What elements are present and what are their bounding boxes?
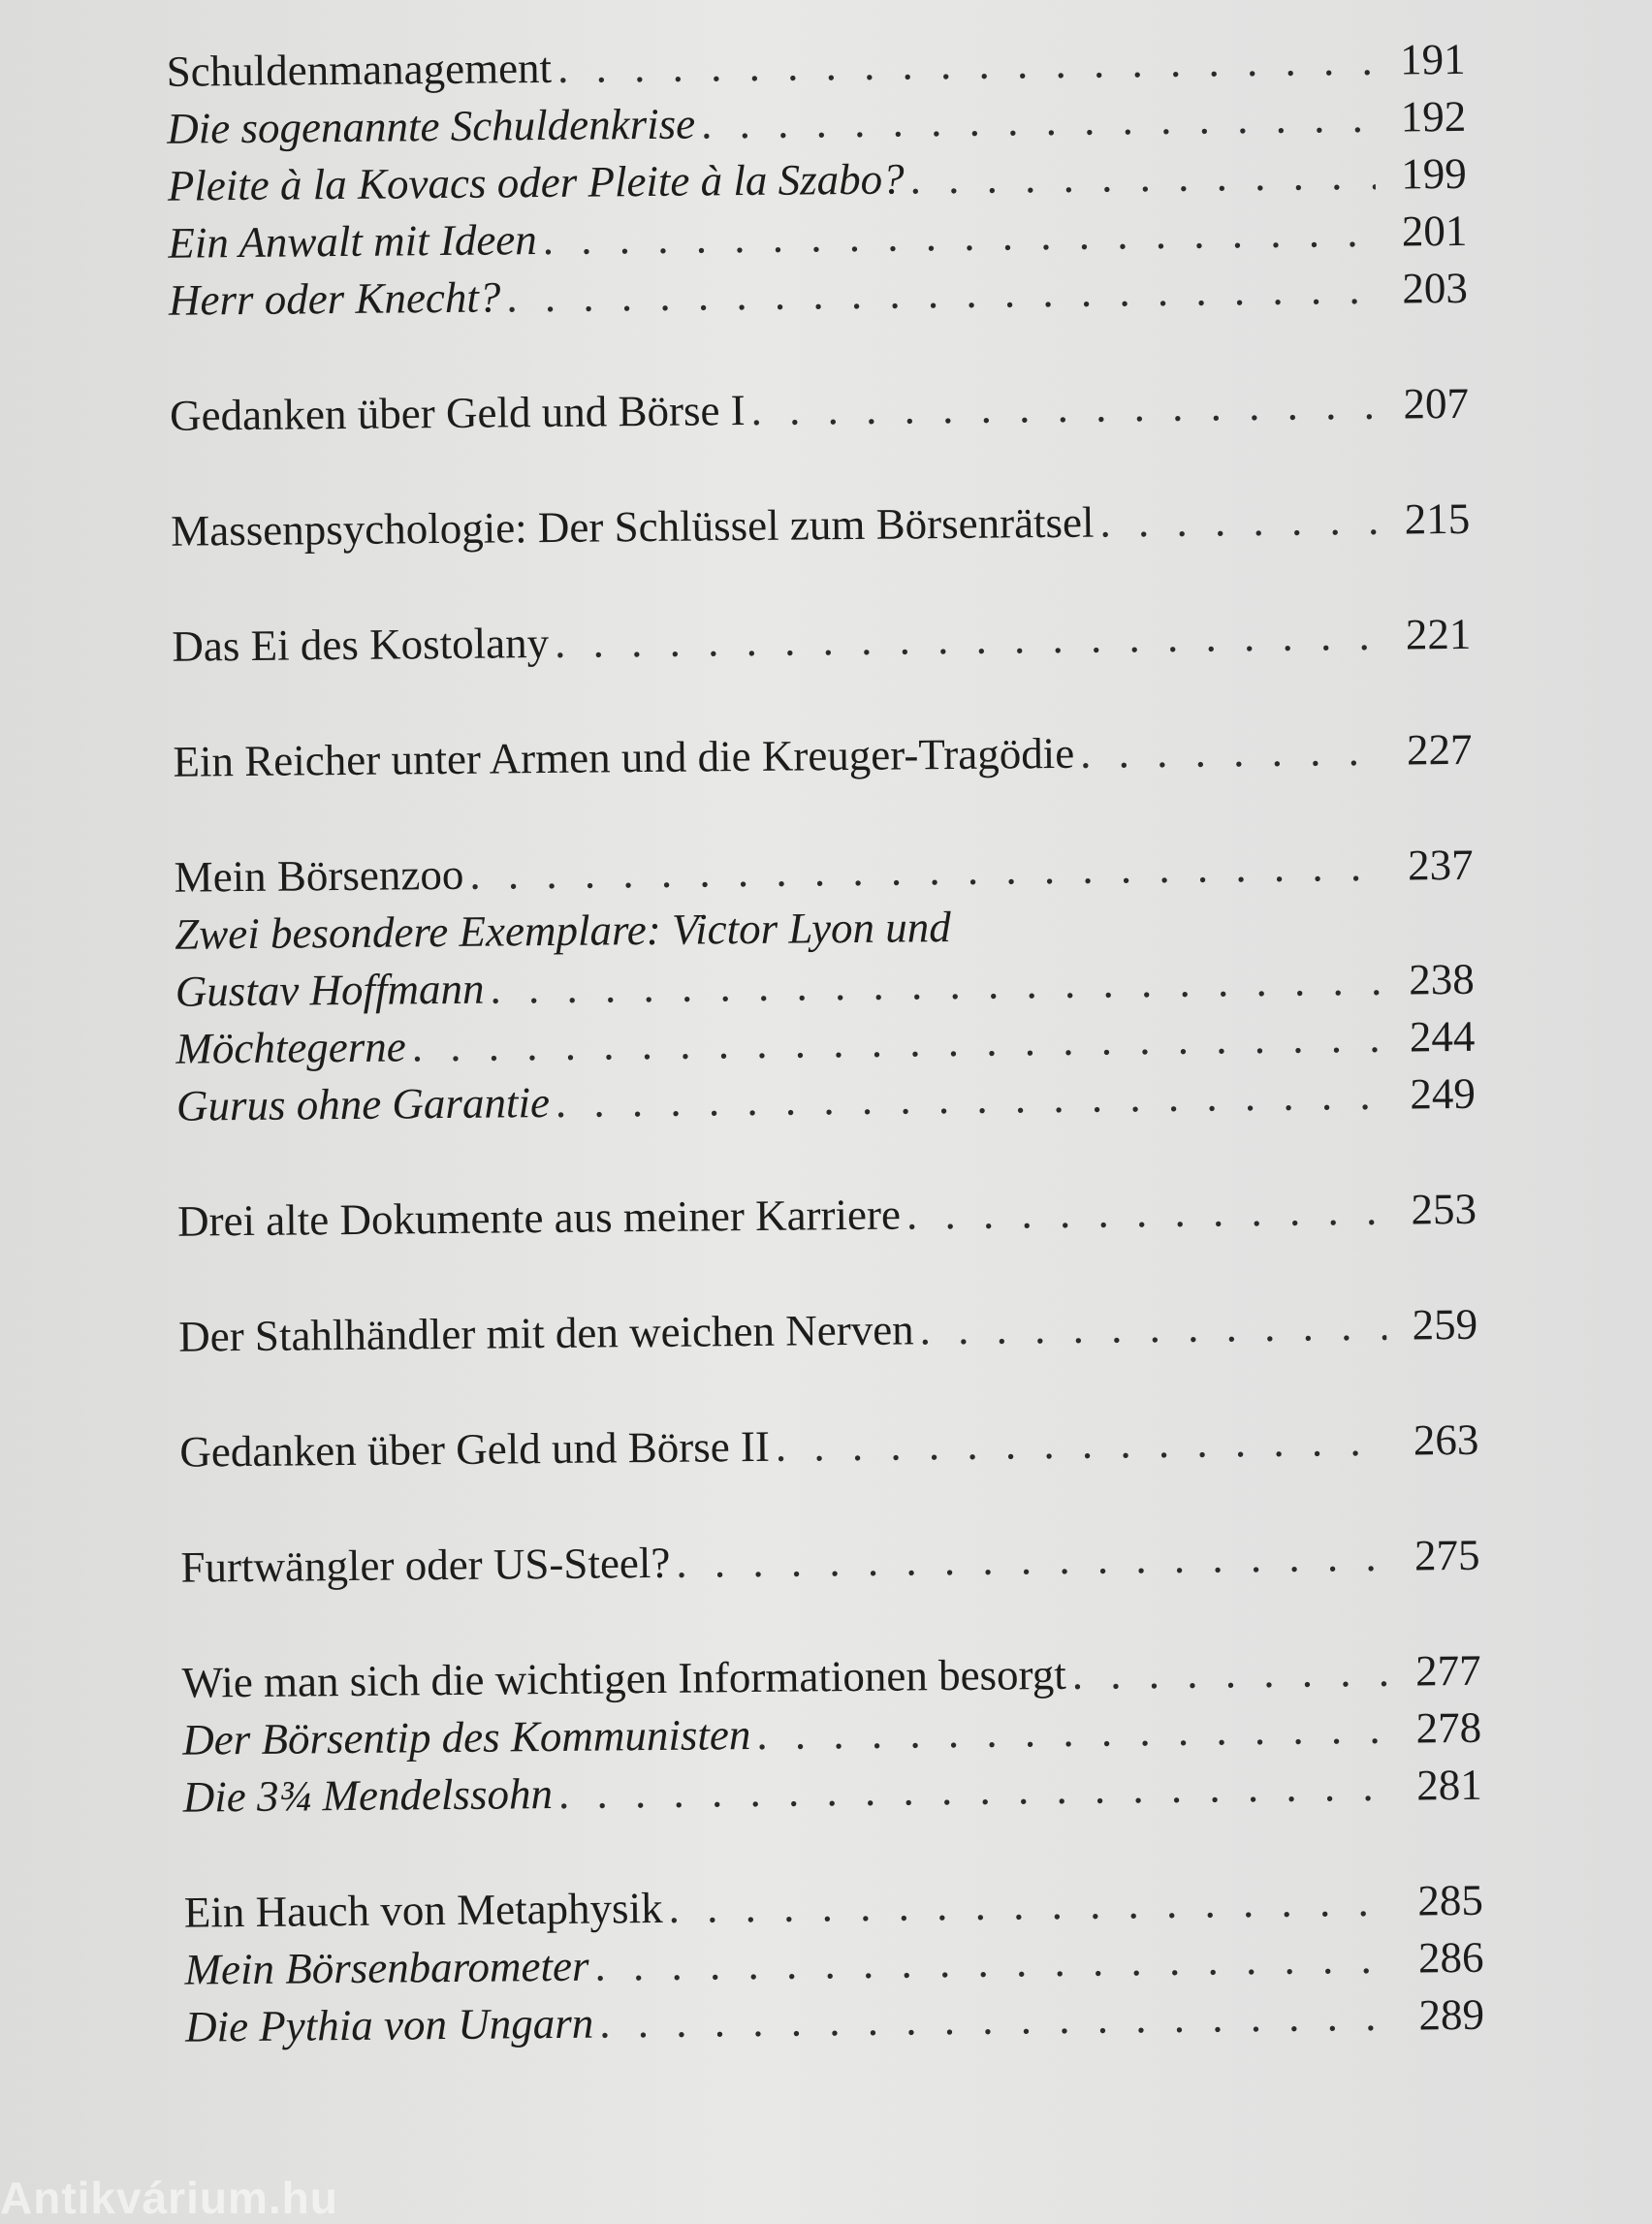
dot-leader [594,1930,1393,1995]
toc-entry-title: Wie man sich die wichtigen Informationen besorgt [181,1649,1066,1707]
dot-leader [701,89,1376,153]
dot-leader [1071,1643,1389,1703]
toc-page-number: 191 [1399,34,1466,84]
toc-entry-title: Schuldenmanagement [166,43,553,96]
toc-entry-title: Ein Hauch von Metaphysik [183,1883,663,1937]
toc-page-number: 244 [1409,1011,1476,1062]
dot-leader [906,1182,1386,1244]
toc-page-number: 201 [1401,206,1468,256]
toc-entry-title: Die sogenannte Schuldenkrise [167,99,696,153]
watermark-logo: Antikvárium.hu [0,2173,338,2223]
toc-entry-title: Der Stahlhändler mit den weichen Nerven [177,1305,914,1361]
toc-page-number: 199 [1401,148,1467,199]
toc-page-number: 281 [1415,1760,1482,1810]
dot-leader [756,1700,1390,1763]
toc-page-number: 285 [1417,1875,1484,1925]
toc-page-number: 227 [1406,724,1473,775]
toc-subentry [185,1986,1485,2056]
dot-leader [490,952,1383,1018]
toc-page-number: 275 [1414,1530,1480,1580]
dot-leader [909,146,1376,208]
toc-entry-title: Gedanken über Geld und Börse I [169,386,746,440]
dot-leader [506,261,1377,327]
toc-entry-title: Gustav Hoffmann [175,964,485,1016]
toc-section [166,31,1468,330]
toc-page-number: 237 [1407,840,1474,890]
toc-page-number: 207 [1403,378,1470,429]
dot-leader [776,1413,1388,1476]
dot-leader [599,1987,1393,2052]
toc-section [174,837,1476,1135]
toc-page-number: 289 [1418,1989,1485,2040]
toc-entry-title: Der Börsentip des Kommunisten [181,1710,751,1764]
toc-entry-title: Gurus ohne Garantie [175,1078,551,1130]
dot-leader [1099,492,1379,552]
toc-entry-title: Ein Anwalt mit Ideen [168,215,537,268]
toc-page-number: 192 [1400,91,1467,142]
toc-entry-title: Drei alte Dokumente aus meiner Karriere [176,1190,902,1246]
toc-section [184,1872,1485,2056]
dot-leader [750,376,1378,439]
dot-leader [558,1758,1391,1823]
dot-leader [555,607,1381,672]
toc-entry-title: Herr oder Knecht? [168,272,501,325]
toc-page-number: 263 [1413,1414,1479,1465]
toc-page-number: 221 [1405,609,1472,659]
toc-entry-title: Die Pythia von Ungarn [184,1998,594,2051]
toc-entry-title: Massenpsychologie: Der Schlüssel zum Börsenrätsel [170,497,1095,556]
dot-leader [542,204,1376,269]
toc-page-number: 286 [1417,1932,1484,1983]
toc-entry-title: Pleite à la Kovacs oder Pleite à la Szabo? [167,154,905,210]
toc-page-number: 203 [1402,263,1469,313]
dot-leader [1080,722,1382,782]
toc-page-number: 278 [1415,1702,1482,1753]
dot-leader [919,1297,1386,1359]
toc-entry-title: Das Ei des Kostolany [172,618,550,671]
toc-entry-title: Gedanken über Geld und Börse II [179,1421,771,1477]
toc-page-number: 249 [1410,1068,1477,1119]
dot-leader [676,1528,1389,1592]
toc-entry-title: Die 3¾ Mendelssohn [182,1769,554,1822]
dot-leader [469,838,1382,904]
dot-leader [668,1873,1392,1937]
dot-leader [411,1009,1383,1076]
dot-leader [557,32,1375,97]
toc-entry-title: Furtwängler oder US-Steel? [180,1538,671,1592]
toc-section [181,1642,1482,1827]
toc-page-number: 253 [1411,1184,1477,1234]
toc-page-number: 238 [1408,954,1475,1004]
table-of-contents [166,31,1484,2056]
dot-leader [556,1066,1385,1131]
toc-page-number: 259 [1412,1299,1478,1350]
toc-entry-title: Möchtegerne [175,1022,406,1073]
toc-entry-title: Mein Börsenzoo [174,849,464,902]
toc-entry-title: Zwei besondere Exemplare: Victor Lyon und [174,903,952,959]
toc-page-number: 277 [1414,1645,1481,1696]
toc-entry-title: Mein Börsenbarometer [184,1941,589,1994]
toc-page-number: 215 [1404,493,1471,544]
toc-entry-title: Ein Reicher unter Armen und die Kreuger-Tragödie [173,728,1075,786]
